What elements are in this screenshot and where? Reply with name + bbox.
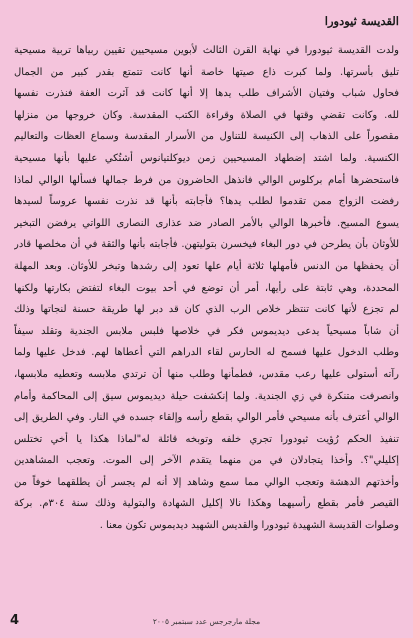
paragraph-line: الكنسية. ولما اشتد إضطهاد المسيحيين زمن ديوكلتيانوس أشتُكي عليها بأنها مسيحية bbox=[14, 152, 399, 164]
paragraph-line: المحددة، وهي ثابتة على رأيها، أمر أن توضع في أحد بيوت البغاء لتفتض بكارتها ولكنها bbox=[14, 282, 399, 294]
paragraph-line: أن يحفظها من الدنس فأمهلها ثلاثة أيام علها تعود إلى رشدها وتبخر للأوثان. وبعد المهلة bbox=[14, 260, 399, 272]
paragraph-line: مقصوراً على الذهاب إلى الكنيسة للتناول من الأسرار المقدسة وسماع العظات والتعاليم bbox=[14, 131, 399, 143]
paragraph-line: للأوثان بأن يطرحن في دور البغاء فيخسرن بتوليتهن. فأجابته بأنها والثقة في أن مخلصها قادر bbox=[14, 239, 399, 251]
paragraph-line: إكليلي"؟. وأخذا يتجادلان في من منهما يتقدم الآخر إلى الموت. وتعجب المشاهدين bbox=[14, 455, 399, 467]
paragraph-line: تنفيذ الحكم رُؤيت ثيودورا تجري خلفه وتوبخه قائلة له"لماذا هكذا يا أخي تختلس bbox=[14, 433, 399, 445]
paragraph-line: يسوع المسيح. فأخبرها الوالي بالأمر الصادر ضد عذارى النصارى اللواتي يرفضن التبخير bbox=[14, 217, 399, 229]
paragraph-line: وصلوات القديسة الشهيدة ثيودورا والقديس الشهيد ديديموس تكون معنا . bbox=[99, 520, 399, 532]
journal-info: مجلة مارجرجس عدد سبتمبر ٢٠٠٥ bbox=[152, 617, 261, 626]
paragraph-line: وأخذتهم الدهشة وتعجب الوالي مما سمع وشاهد إلا أنه لم يجسر أن يطلقهما خوفاً من bbox=[14, 476, 399, 488]
paragraph-line: وانصرفت متنكرة في زي الجندية. ولما إنكشفت حيلة ديديموس سيق إلى المحاكمة وأمام bbox=[14, 390, 399, 402]
paragraph-line: لله. وكانت تقضي وقتها في الصلاة وقراءة الكتب المقدسة. وكان خروجها من منزلها bbox=[14, 109, 399, 121]
page-footer bbox=[0, 612, 413, 632]
paragraph-line: رآته أستولى عليها رعب مقدس، فطمأنها وطلب منها أن ترتدي ملابسه وتعطيه ملابسها، bbox=[14, 368, 399, 380]
paragraph-line: القيصر فأمر بقطع رأسيهما وهكذا نالا إكليل الشهادة والبتولية وذلك سنة ٣٠٤م. بركة bbox=[14, 498, 399, 510]
article-title: القديسة ثيودورا bbox=[324, 14, 399, 28]
paragraph-line: ولدت القديسة ثيودورا في نهاية القرن الثالث لأبوين مسيحيين تقيين ربياها تربية مسيحية bbox=[14, 45, 399, 56]
paragraph-line: وطلب الدخول عليها فسمح له الحارس لقاء الدراهم التي أعطاها لهم. فدخل عليها ولما bbox=[14, 347, 399, 359]
paragraph-line: فحاول شباب وفتيان الأشراف طلب يدها إلا أنها كانت قد آثرت العفة فنذرت نفسها bbox=[14, 88, 399, 100]
paragraph-line: رفضت الزواج ممن تقدموا لطلب يدها؟ فأجابته بأنها قد نذرت نفسها عروساً لسيدها bbox=[14, 196, 399, 208]
paragraph-line: فاستحضرها أمام بركلوس الوالي فانذهل الحاضرون من فرط جمالها فسألها الوالي لماذا bbox=[14, 174, 399, 186]
article-body bbox=[14, 40, 399, 537]
page-number: 4 bbox=[10, 613, 20, 628]
paragraph-line: أن شاباً مسيحياً يدعى ديديموس فكر في خلاصها فلبس ملابس الجندية وتقلد سيفاً bbox=[14, 325, 399, 337]
paragraph-line: الوالي أعترف بأنه مسيحي فأمر الوالي بقطع رأسه وإلقاء جسده في النار. وفي الطريق إلى bbox=[14, 412, 399, 424]
paragraph-line: لم تجزع لأنها كانت تنتظر خلاص الرب الذي كان قد دبر لها طريقة حسنة لنجاتها وذلك bbox=[14, 304, 399, 316]
paragraph-line: تليق بأسرتها. ولما كبرت ذاع صيتها خاصة أنها كانت تتمتع بقدر كبير من الجمال bbox=[14, 66, 399, 78]
